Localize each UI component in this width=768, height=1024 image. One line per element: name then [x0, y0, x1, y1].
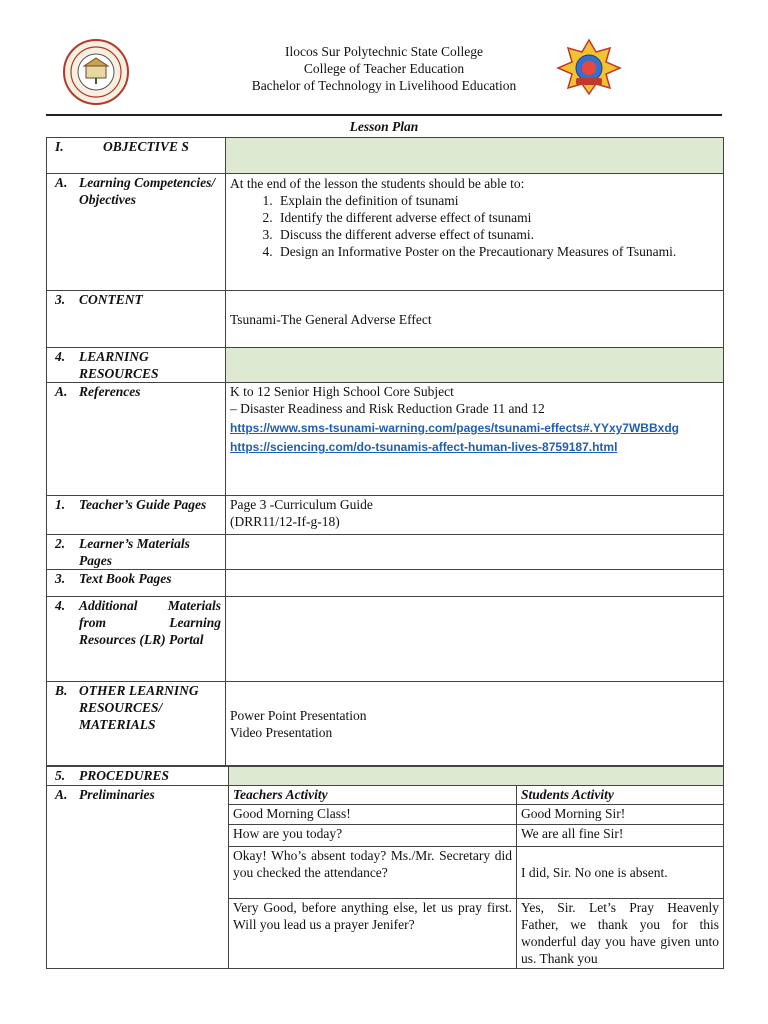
row-number: 3. [55, 292, 66, 307]
learners-materials-row [47, 535, 724, 570]
references-row [47, 383, 724, 496]
teacher-activity: How are you today? [229, 825, 517, 847]
list-item: 2. Identify the different adverse effect of tsunami [276, 209, 719, 226]
row-number: 2. [55, 536, 66, 551]
content-value: Tsunami-The General Adverse Effect [226, 291, 724, 348]
procedures-value-cell [229, 767, 724, 786]
reference-link-1[interactable]: https://www.sms-tsunami-warning.com/pages/tsunami-effects#.YYxy7WBBxdg [230, 421, 679, 435]
reference-link-2[interactable]: https://sciencing.com/do-tsunamis-affect-human-lives-8759187.html [230, 440, 618, 454]
competencies-row [47, 174, 724, 291]
row-number: 1. [55, 497, 66, 512]
textbook-label: Text Book Pages [79, 571, 172, 586]
teacher-activity: Very Good, before anything else, let us pray first. Will you lead us a prayer Jenifer? [229, 899, 517, 969]
row-number: B. [55, 683, 68, 698]
row-number: A. [55, 175, 68, 190]
teachers-guide-value-1: Page 3 -Curriculum Guide [230, 497, 373, 512]
textbook-value [226, 570, 724, 597]
preliminaries-label: Preliminaries [79, 787, 155, 802]
other-resource-1: Power Point Presentation [230, 707, 367, 723]
teachers-activity-header: Teachers Activity [229, 786, 517, 805]
additional-materials-row [47, 597, 724, 682]
row-number: 4. [55, 349, 66, 364]
additional-materials-label: Additional Materials from Learning Resources (LR) Portal [79, 598, 221, 647]
row-number: I. [55, 139, 64, 154]
procedures-label: PROCEDURES [79, 768, 170, 783]
reference-line-2: – Disaster Readiness and Risk Reduction Grade 11 and 12 [230, 401, 545, 416]
activity-header-row [47, 786, 724, 805]
preliminaries-cell [47, 786, 229, 969]
other-resources-row [47, 682, 724, 766]
textbook-row [47, 570, 724, 597]
objectives-row [47, 138, 724, 174]
students-activity-header: Students Activity [517, 786, 724, 805]
teachers-guide-row [47, 496, 724, 535]
procedures-table [46, 766, 724, 969]
row-number: A. [55, 787, 68, 802]
other-resource-2: Video Presentation [230, 724, 333, 740]
procedures-header-row [47, 767, 724, 786]
student-activity: Yes, Sir. Let’s Pray Heavenly Father, we thank you for this wonderful day you have given unto us. Thank you [517, 899, 724, 969]
content-row [47, 291, 724, 348]
student-activity: I did, Sir. No one is absent. [517, 847, 724, 899]
header-divider [46, 114, 722, 116]
student-activity: Good Morning Sir! [517, 805, 724, 825]
document-title: Lesson Plan [349, 119, 419, 134]
content-label: CONTENT [79, 292, 143, 307]
learners-materials-value [226, 535, 724, 570]
additional-materials-value [226, 597, 724, 682]
college-name: Ilocos Sur Polytechnic State College [285, 44, 483, 59]
row-number: 3. [55, 571, 66, 586]
teacher-activity: Good Morning Class! [229, 805, 517, 825]
teacher-activity: Okay! Who’s absent today? Ms./Mr. Secretary did you checked the attendance? [229, 847, 517, 899]
learners-materials-label: Learner’s Materials Pages [79, 536, 190, 568]
row-number: 4. [55, 598, 66, 613]
program-name: Bachelor of Technology in Livelihood Education [251, 78, 517, 93]
student-activity: We are all fine Sir! [517, 825, 724, 847]
list-item: 1. Explain the definition of tsunami [276, 192, 719, 209]
objectives-label: OBJECTIVE S [103, 139, 189, 154]
resources-value-cell [226, 348, 724, 383]
objectives-list [230, 192, 719, 260]
lesson-plan-table [46, 137, 724, 766]
resources-row [47, 348, 724, 383]
objectives-value-cell [226, 138, 724, 174]
references-label: References [79, 384, 141, 399]
list-item: 3. Discuss the different adverse effect of tsunami. [276, 226, 719, 243]
list-item: 4. Design an Informative Poster on the Precautionary Measures of Tsunami. [276, 243, 719, 260]
row-number: 5. [55, 768, 66, 783]
resources-label: LEARNING RESOURCES [79, 349, 159, 381]
competencies-label: Learning Competencies/ Objectives [79, 175, 216, 207]
teachers-guide-label: Teacher’s Guide Pages [79, 497, 207, 512]
reference-line-1: K to 12 Senior High School Core Subject [230, 384, 454, 399]
row-number: A. [55, 384, 68, 399]
college-department: College of Teacher Education [303, 61, 465, 76]
teachers-guide-value-2: (DRR11/12-If-g-18) [230, 514, 340, 529]
objectives-intro: At the end of the lesson the students should be able to: [230, 176, 525, 191]
other-resources-label: OTHER LEARNING RESOURCES/ MATERIALS [79, 683, 199, 732]
